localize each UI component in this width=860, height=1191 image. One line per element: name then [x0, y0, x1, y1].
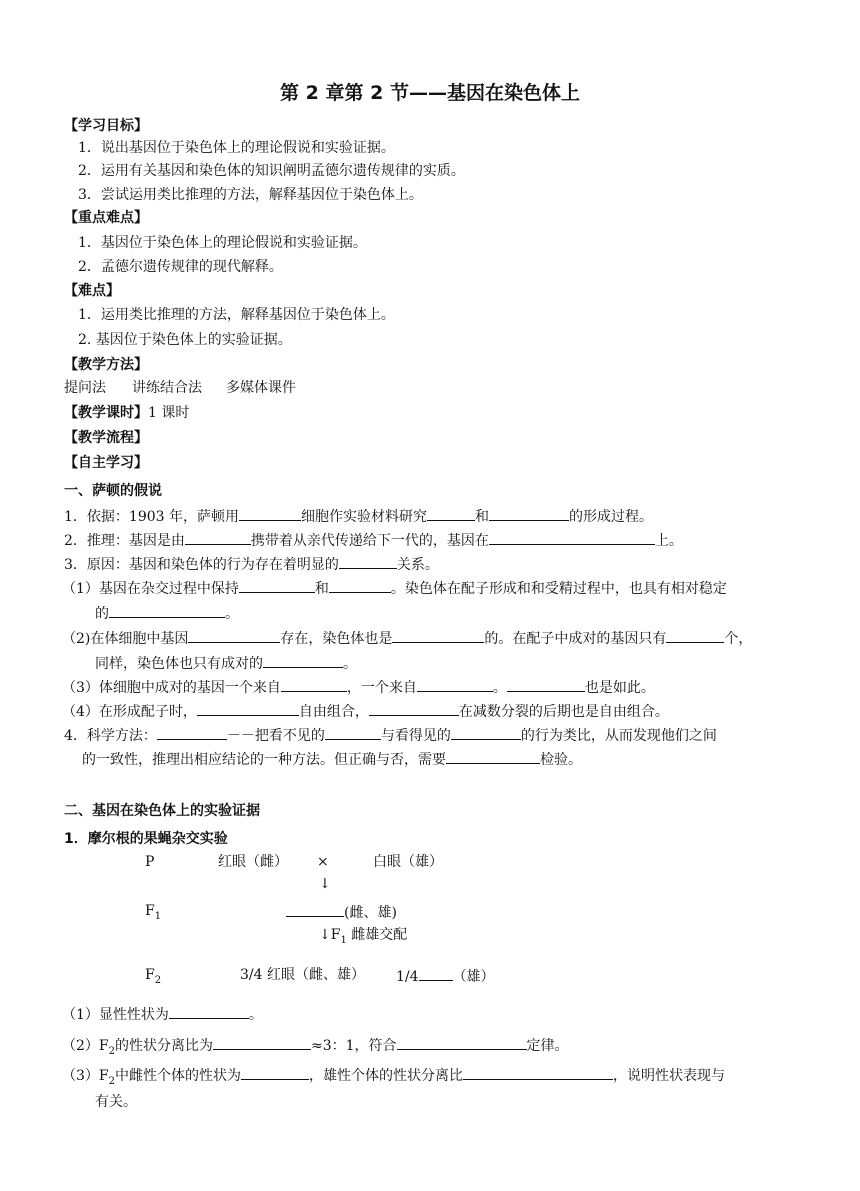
- fill-blank[interactable]: [329, 577, 391, 593]
- text: 。: [492, 680, 507, 696]
- difficult-item: 2. 基因位于染色体上的实验证据。: [78, 332, 292, 348]
- fill-blank[interactable]: [489, 529, 655, 545]
- text: （4）在形成配子时，: [62, 704, 197, 720]
- text: 。: [343, 656, 357, 672]
- text: 的。在配子中成对的基因只有: [484, 631, 667, 647]
- cross-red-female: 红眼（雌）: [218, 854, 288, 870]
- fill-blank[interactable]: [263, 652, 343, 668]
- text: 的形成过程。: [569, 509, 653, 525]
- cross-f1-mating: [319, 925, 407, 951]
- fill-blank[interactable]: [417, 676, 493, 692]
- fill-blank[interactable]: [397, 1034, 527, 1050]
- fill-blank[interactable]: [392, 627, 484, 643]
- text: 1: [154, 910, 162, 922]
- part1-point1: [62, 577, 727, 599]
- fill-blank[interactable]: [339, 553, 397, 569]
- method-header: 【教学方法】: [64, 357, 148, 373]
- text: 的性状分离比为: [115, 1038, 213, 1054]
- question-3-cont: 有关。: [95, 1094, 137, 1110]
- fill-blank[interactable]: [507, 676, 585, 692]
- text: 在减数分裂的后期也是自由组合。: [458, 704, 669, 720]
- hours-value: 1 课时: [148, 405, 190, 421]
- text: 2: [108, 1045, 115, 1057]
- part1-point3: [62, 676, 655, 698]
- method-item: 多媒体课件: [226, 380, 296, 396]
- fill-blank[interactable]: [666, 627, 724, 643]
- text: 3．原因：基因和染色体的行为存在着明显的: [64, 557, 339, 573]
- fill-blank[interactable]: [427, 505, 475, 521]
- down-arrow-icon: ↓: [319, 876, 331, 892]
- fill-blank[interactable]: [241, 1064, 309, 1080]
- fill-blank[interactable]: [239, 505, 301, 521]
- text: 1/4: [396, 969, 419, 985]
- part1-point2: [62, 627, 752, 649]
- part1-line1: [64, 505, 653, 527]
- text: 1．依据：1903 年，萨顿用: [64, 509, 239, 525]
- method-list: [64, 378, 296, 398]
- fill-blank[interactable]: [369, 700, 459, 716]
- part1-point2-cont: [95, 652, 357, 674]
- text: （2）F: [62, 1038, 109, 1054]
- text: 存在，染色体也是: [280, 631, 393, 647]
- fill-blank[interactable]: [286, 901, 344, 917]
- page-title: 第 2 章第 2 节——基因在染色体上: [280, 82, 580, 104]
- cross-f1-label: [145, 901, 161, 927]
- text: （2)在体细胞中基因: [62, 631, 189, 647]
- text: ≈3：1，符合: [311, 1038, 397, 1054]
- cross-white-male: 白眼（雄）: [373, 854, 443, 870]
- key-item: 1．基因位于染色体上的理论假说和实验证据。: [78, 235, 367, 251]
- part1-line4-cont: [82, 748, 582, 770]
- text: 与看得见的: [380, 728, 451, 744]
- text: 。: [248, 1007, 263, 1023]
- text: 定律。: [526, 1038, 569, 1054]
- text: （3）F: [62, 1068, 109, 1084]
- fill-blank[interactable]: [213, 1034, 311, 1050]
- text: 个，: [724, 631, 753, 647]
- text: （雄）: [452, 969, 495, 985]
- text: 同样，染色体也只有成对的: [95, 656, 263, 672]
- self-study-header: 【自主学习】: [64, 455, 148, 471]
- question-1: [62, 1003, 263, 1025]
- fill-blank[interactable]: [446, 748, 540, 764]
- text: （1）显性性状为: [62, 1007, 169, 1023]
- part1-line4: [64, 724, 717, 746]
- fill-blank[interactable]: [419, 965, 453, 981]
- method-item: 讲练结合法: [132, 380, 202, 396]
- fill-blank[interactable]: [463, 1064, 613, 1080]
- part1-heading: 一、萨顿的假说: [64, 483, 162, 499]
- goals-header: 【学习目标】: [64, 118, 148, 134]
- cross-f2-label: [145, 965, 161, 991]
- text: （3）体细胞中成对的基因一个来自: [62, 680, 281, 696]
- text: 。: [225, 606, 239, 622]
- part2-subheading: 1．摩尔根的果蝇杂交实验: [64, 831, 228, 847]
- fill-blank[interactable]: [169, 1003, 249, 1019]
- flow-header: 【教学流程】: [64, 430, 148, 446]
- difficult-header: 【难点】: [64, 283, 120, 299]
- text: （1）基因在杂交过程中保持: [62, 581, 239, 597]
- text: (雌、雄): [344, 905, 397, 921]
- cross-f2-red: 3/4 红眼（雌、雄）: [240, 967, 365, 983]
- fill-blank[interactable]: [325, 724, 381, 740]
- text: F: [145, 903, 155, 919]
- text: 自由组合，: [298, 704, 369, 720]
- cross-f1-result: [286, 901, 397, 923]
- part1-point1-cont: [95, 602, 239, 624]
- goal-item: 3．尝试运用类比推理的方法，解释基因位于染色体上。: [78, 187, 423, 203]
- text: 携带着从亲代传递给下一代的，基因在: [250, 533, 489, 549]
- cross-p-label: P: [145, 854, 155, 870]
- fill-blank[interactable]: [188, 627, 280, 643]
- goal-item: 1．说出基因位于染色体上的理论假说和实验证据。: [78, 140, 395, 156]
- hours-header: 【教学课时】: [64, 405, 148, 421]
- text: 雌雄交配: [346, 927, 408, 943]
- fill-blank[interactable]: [109, 602, 225, 618]
- text: 2．推理：基因是由: [64, 533, 185, 549]
- text: ，说明性状表现与: [613, 1068, 725, 1084]
- text: 的行为类比，从而发现他们之间: [520, 728, 717, 744]
- text: 1: [340, 934, 347, 946]
- fill-blank[interactable]: [281, 676, 347, 692]
- text: 。染色体在配子形成和和受精过程中，也具有相对稳定: [390, 581, 727, 597]
- text: 关系。: [396, 557, 439, 573]
- fill-blank[interactable]: [185, 529, 251, 545]
- question-2: [62, 1034, 569, 1062]
- key-header: 【重点难点】: [64, 210, 148, 226]
- part1-point4: [62, 700, 669, 722]
- fill-blank[interactable]: [489, 505, 569, 521]
- down-arrow-icon: ↓F: [319, 927, 341, 943]
- cross-f2-other: [396, 965, 495, 987]
- goal-item: 2．运用有关基因和染色体的知识阐明孟德尔遗传规律的实质。: [78, 163, 465, 179]
- method-item: 提问法: [64, 380, 106, 396]
- part1-line2: [64, 529, 683, 551]
- text: ，一个来自: [346, 680, 417, 696]
- text: 和: [314, 581, 329, 597]
- text: 中雌性个体的性状为: [115, 1068, 241, 1084]
- text: 和: [475, 509, 489, 525]
- text: 也是如此。: [584, 680, 655, 696]
- text: 的: [95, 606, 109, 622]
- text: 上。: [654, 533, 683, 549]
- text: F: [145, 967, 155, 983]
- text: 4．科学方法：: [64, 728, 157, 744]
- key-item: 2．孟德尔遗传规律的现代解释。: [78, 259, 283, 275]
- text: 检验。: [540, 752, 582, 768]
- cross-times: ×: [317, 854, 329, 870]
- part1-line3: [64, 553, 439, 575]
- fill-blank[interactable]: [451, 724, 521, 740]
- text: 细胞作实验材料研究: [301, 509, 427, 525]
- text: ，雄性个体的性状分离比: [309, 1068, 463, 1084]
- part2-heading: 二、基因在染色体上的实验证据: [64, 803, 260, 819]
- text: 2: [108, 1075, 115, 1087]
- text: －－把看不见的: [226, 728, 325, 744]
- fill-blank[interactable]: [239, 577, 315, 593]
- question-3: [62, 1064, 725, 1092]
- text: 的一致性，推理出相应结论的一种方法。但正确与否，需要: [82, 752, 446, 768]
- fill-blank[interactable]: [197, 700, 299, 716]
- difficult-item: 1．运用类比推理的方法，解释基因位于染色体上。: [78, 307, 395, 323]
- hours-line: [64, 403, 189, 423]
- fill-blank[interactable]: [157, 724, 227, 740]
- text: 2: [154, 974, 162, 986]
